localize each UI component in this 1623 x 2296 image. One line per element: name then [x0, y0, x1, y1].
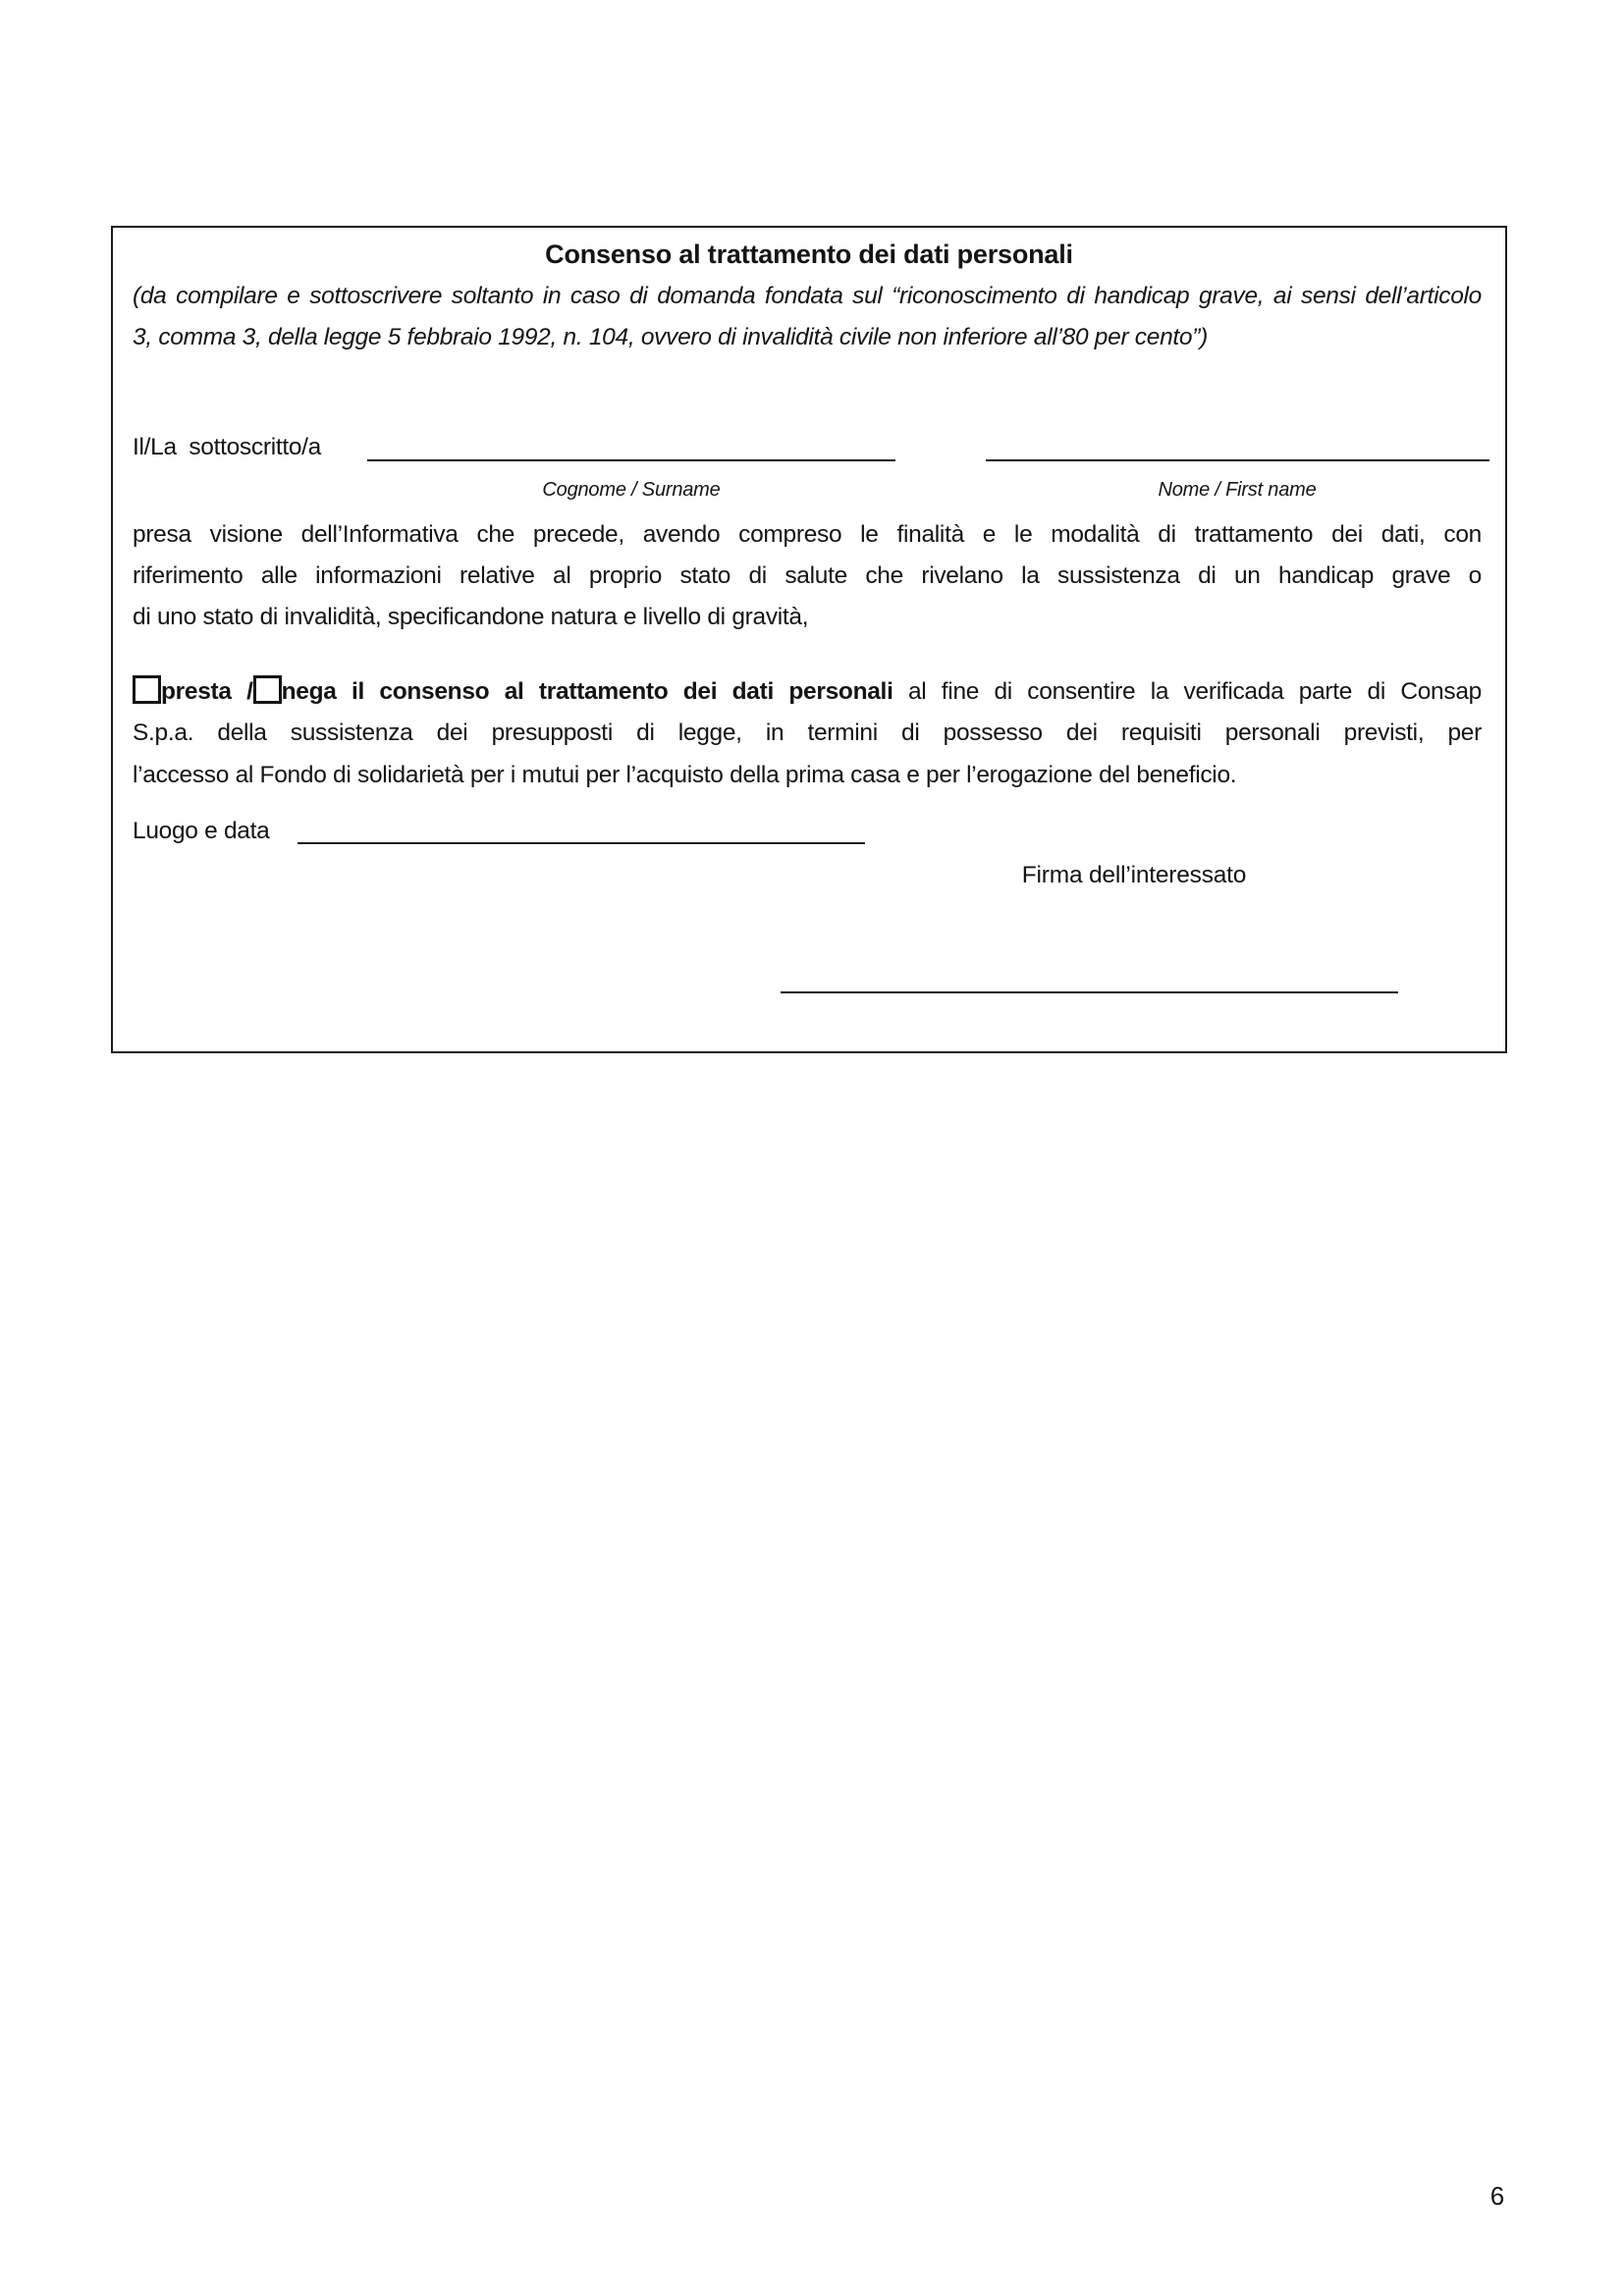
place-date-label: Luogo e data [133, 818, 270, 844]
presta-label: presta [161, 678, 232, 705]
consent-rest-text: al fine di consentire la verificada parte di Consap [907, 678, 1482, 705]
page-number: 6 [1489, 2181, 1505, 2211]
consent-line-2: S.p.a. della sussistenza dei presupposti di legge, in termini di possesso dei requisiti personali previsti, per [133, 720, 1482, 746]
paragraph1-line-1: presa visione dell’Informativa che precede, avendo compreso le finalità e le modalità di trattamento dei dati, con [133, 521, 1482, 548]
consent-bold-text: nega il consenso al trattamento dei dati personali [281, 678, 893, 705]
signatory-label: Il/La sottoscritto/a [133, 434, 322, 460]
firstname-field-line[interactable] [986, 459, 1489, 461]
place-date-field-line[interactable] [298, 842, 865, 844]
firstname-caption: Nome / First name [1158, 479, 1317, 501]
surname-caption: Cognome / Surname [542, 479, 721, 501]
signature-caption: Firma dell’interessato [1021, 862, 1247, 888]
separator-slash: / [246, 678, 253, 705]
intro-note-line-1: (da compilare e sottoscrivere soltanto in caso di domanda fondata sul “riconoscimento di handicap grave, ai sensi dell’articolo [133, 283, 1482, 309]
intro-note-line-2: 3, comma 3, della legge 5 febbraio 1992, n. 104, ovvero di invalidità civile non inferiore all’80 per cento”) [133, 324, 1208, 350]
consent-line-3: l’accesso al Fondo di solidarietà per i mutui per l’acquisto della prima casa e per l’erogazione del beneficio. [133, 762, 1237, 788]
consent-choice-line [133, 675, 1482, 708]
surname-field-line[interactable] [367, 459, 895, 461]
section-title: Consenso al trattamento dei dati personali [545, 240, 1073, 269]
consent-section-box [111, 226, 1507, 1053]
signature-field-line[interactable] [781, 991, 1398, 993]
presta-checkbox[interactable] [133, 675, 161, 704]
paragraph1-line-2: riferimento alle informazioni relative al proprio stato di salute che rivelano la sussistenza di un handicap grave o [133, 562, 1482, 589]
paragraph1-line-3: di uno stato di invalidità, specificandone natura e livello di gravità, [133, 604, 809, 630]
nega-checkbox[interactable] [253, 675, 282, 704]
